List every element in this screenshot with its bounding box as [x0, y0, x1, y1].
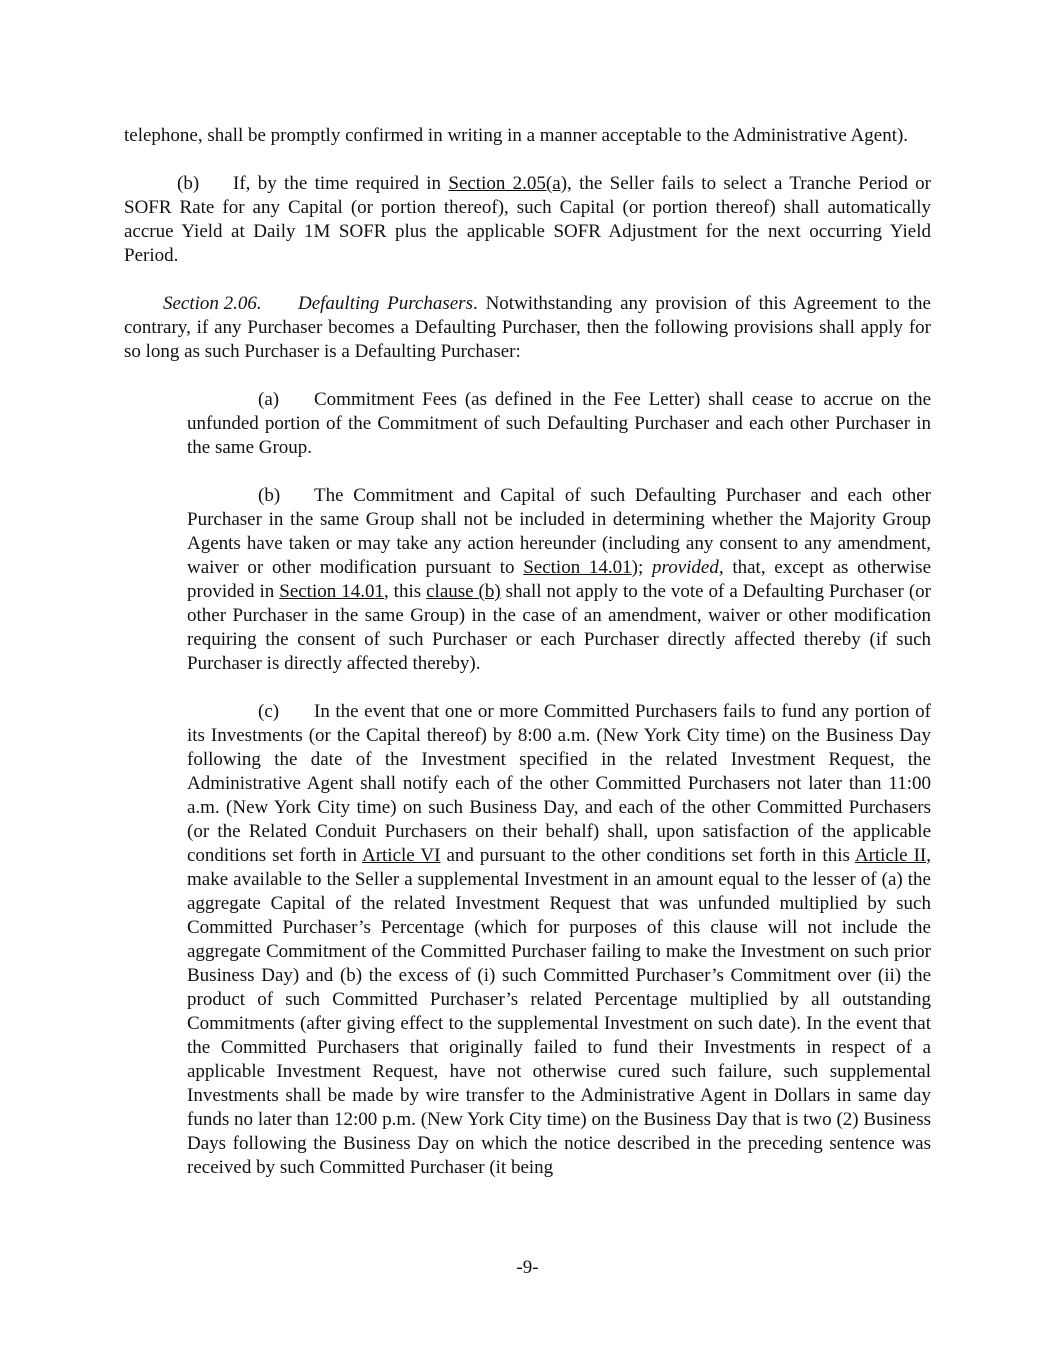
provided-term: provided, [652, 557, 724, 578]
subparagraph-a-text: Commitment Fees (as defined in the Fee Letter) shall cease to accrue on the unfunded portion of the Commitment of such Defaulting Purchaser and each other Purchaser in the same Group. [187, 389, 931, 458]
subparagraph-c-text-3: , make available to the Seller a supplemental Investment in an amount equal to the lesser of (a) the aggregate Capital of the related Investment Request that was unfunded multiplied by such Committed Purchaser’s Percentage (which for purposes of this clause will not include the aggregate Commitment of the Committed Purchaser failing to make the Investment on such prior Business Day) and (b) the excess of (i) such Committed Purchaser’s Commitment over (ii) the product of such Committed Purchaser’s related Percentage multiplied by all outstanding Commitments (after giving effect to the supplemental Investment on such date). In the event that the Committed Purchasers that originally failed to fund their Investments in respect of a applicable Investment Request, have not otherwise cured such failure, such supplemental Investments shall be made by wire transfer to the Administrative Agent in Dollars in same day funds no later than 12:00 p.m. (New York City time) on the Business Day that is two (2) Business Days following the Business Day on which the notice described in the preceding sentence was received by such Committed Purchaser (it being [187, 845, 932, 1178]
continued-text: telephone, shall be promptly confirmed in writing in a manner acceptable to the Administrative Agent). [124, 125, 909, 146]
subparagraph-b [187, 484, 931, 676]
subparagraph-a-label: (a) [258, 389, 280, 410]
paragraph-b [124, 172, 931, 268]
article-vi-ref: Article VI [361, 845, 441, 866]
subparagraph-c-text-2: and pursuant to the other conditions set forth in this [440, 845, 855, 866]
subparagraph-b-label: (b) [258, 485, 281, 506]
section-14-01-ref: Section 14.01 [523, 557, 632, 578]
page-number: -9- [516, 1257, 539, 1278]
section-2-06 [124, 292, 931, 364]
article-ii-ref: Article II [854, 845, 927, 866]
subparagraph-c-label: (c) [258, 701, 280, 722]
subparagraph-a [187, 388, 931, 460]
section-title: Defaulting Purchasers [298, 293, 473, 314]
paragraph-b-text-2: the Seller fails to select a Tranche Period or SOFR Rate for any Capital (or portion thereof), such Capital (or portion thereof) shall automatically accrue Yield at Daily 1M SOFR plus the applicable SOFR Adjustment for the next occurring Yield Period. [124, 173, 932, 266]
subparagraph-b-text-3: that, except as otherwise provided in [187, 557, 932, 602]
subparagraph-b-text-2: ); [631, 557, 653, 578]
paragraph-b-text-1: If, by the time required in [233, 173, 449, 194]
clause-b-ref: clause (b) [426, 581, 501, 602]
subparagraph-b-text-4: , this [383, 581, 427, 602]
section-intro-text: . Notwithstanding any provision of this Agreement to the contrary, if any Purchaser becomes a Defaulting Purchaser, then the following provisions shall apply for so long as such Purchaser is a Defaulting Purchaser: [124, 293, 931, 362]
subparagraph-c-text-1: In the event that one or more Committed Purchasers fails to fund any portion of its Investments (or the Capital thereof) by 8:00 a.m. (New York City time) on the Business Day following the date of the Investment specified in the related Investment Request, the Administrative Agent shall notify each of the other Committed Purchasers not later than 11:00 a.m. (New York City time) on such Business Day, and each of the other Committed Purchasers (or the Related Conduit Purchasers on their behalf) shall, upon satisfaction of the applicable conditions set forth in [187, 701, 931, 866]
paragraph-b-label: (b) [177, 173, 200, 194]
section-number: Section 2.06. [163, 293, 262, 314]
section-2-05a-ref: Section 2.05(a), [448, 173, 572, 194]
subparagraph-c [187, 700, 931, 1180]
continued-paragraph [124, 124, 931, 148]
document-page [124, 124, 931, 1180]
subparagraph-b-text-1: The Commitment and Capital of such Defaulting Purchaser and each other Purchaser in the same Group shall not be included in determining whether the Majority Group Agents have taken or may take any action hereunder (including any consent to any amendment, waiver or other modification pursuant to [187, 485, 931, 578]
section-14-01-ref-2: Section 14.01 [279, 581, 384, 602]
subparagraph-b-text-5: shall not apply to the vote of a Defaulting Purchaser (or other Purchaser in the same Group) in the case of an amendment, waiver or other modification requiring the consent of such Purchaser or each Purchaser directly affected thereby (if such Purchaser is directly affected thereby). [187, 581, 931, 674]
